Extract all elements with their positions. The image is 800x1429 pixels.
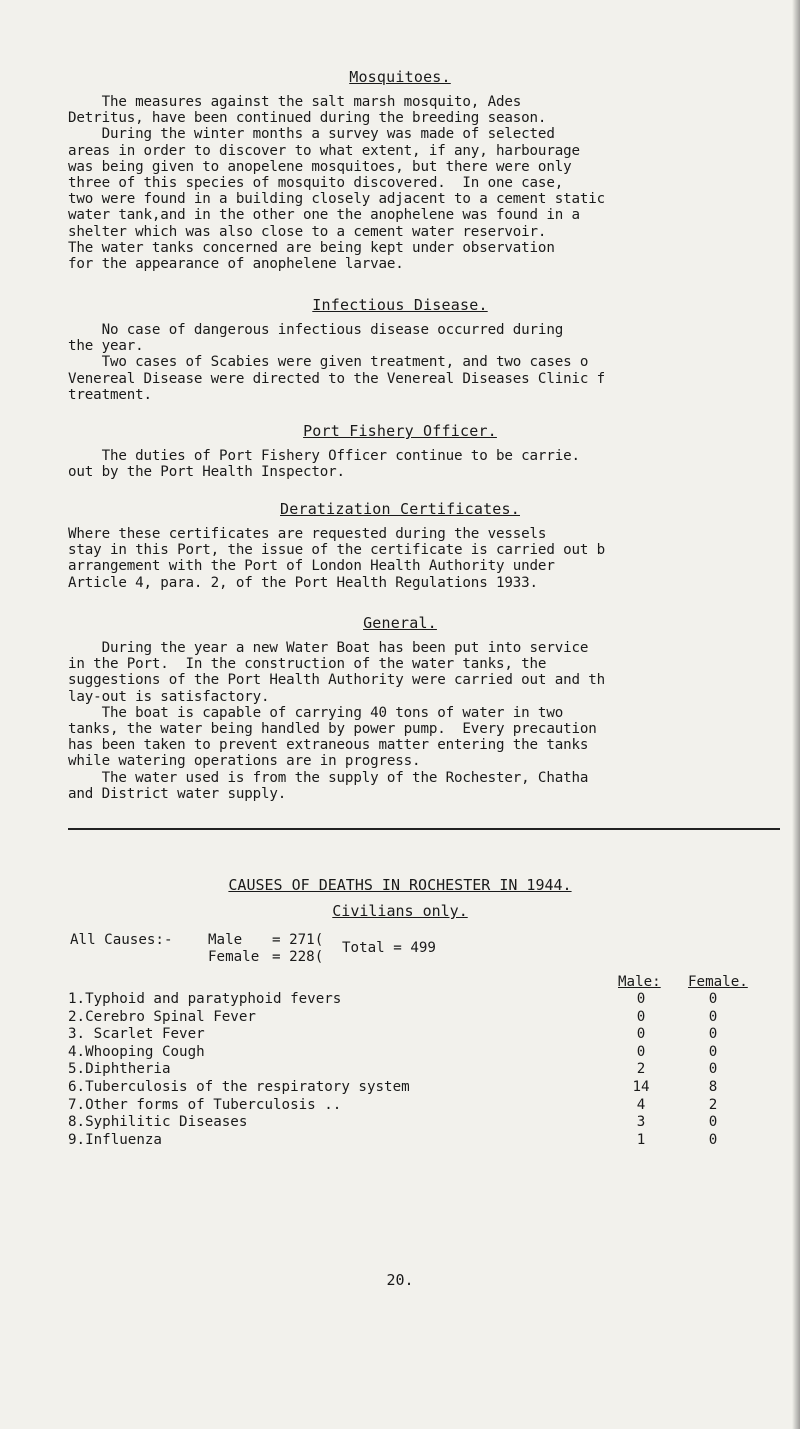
text-line: arrangement with the Port of London Health Authority under: [68, 558, 555, 575]
text-line: The water used is from the supply of the Rochester, Chatha: [68, 769, 589, 786]
text-line: lay-out is satisfactory.: [68, 688, 270, 705]
text-line: out by the Port Health Inspector.: [68, 464, 345, 481]
text-line: and District water supply.: [68, 785, 287, 802]
cause-cell: 2.Cerebro Spinal Fever: [68, 1008, 256, 1025]
text-line: stay in this Port, the issue of the certificate is carried out b: [68, 542, 606, 559]
female-count-cell: 0: [708, 1061, 718, 1078]
male-count-cell: 0: [636, 1008, 646, 1025]
table-row: [68, 1079, 758, 1096]
male-count-cell: 1: [636, 1131, 646, 1148]
cause-cell: 3. Scarlet Fever: [68, 1026, 205, 1043]
text-line: the year.: [68, 338, 144, 355]
table-row: [68, 1009, 758, 1026]
cause-cell: 5.Diphtheria: [68, 1061, 171, 1078]
text-line: was being given to anopelene mosquitoes, but there were only: [68, 158, 572, 175]
paragraph-deratization-certificates: [68, 526, 796, 591]
table-row: [68, 991, 758, 1008]
text-line: shelter which was also close to a cement water reservoir.: [68, 223, 547, 240]
text-line: During the winter months a survey was made of selected: [68, 126, 555, 143]
male-total-label: Male: [208, 932, 243, 948]
paragraph-general: [68, 640, 796, 802]
text-line: Two cases of Scabies were given treatment, and two cases o: [68, 354, 589, 371]
column-header-female: Female.: [688, 974, 748, 990]
cause-cell: 9.Influenza: [68, 1131, 162, 1148]
text-line: During the year a new Water Boat has been put into service: [68, 640, 589, 656]
female-count-cell: 0: [708, 1131, 718, 1148]
text-line: areas in order to discover to what extent, if any, harbourage: [68, 142, 580, 159]
cause-cell: 1.Typhoid and paratyphoid fevers: [68, 991, 342, 1007]
text-line: The duties of Port Fishery Officer continue to be carrie.: [68, 448, 580, 464]
cause-cell: 4.Whooping Cough: [68, 1043, 205, 1060]
cause-cell: 8.Syphilitic Diseases: [68, 1114, 248, 1131]
page-edge-shadow: [792, 0, 800, 1429]
cause-cell: 6.Tuberculosis of the respiratory system: [68, 1079, 410, 1095]
male-count-cell: 4: [636, 1096, 646, 1113]
female-count-cell: 0: [708, 1114, 718, 1131]
paragraph-port-fishery-officer: [68, 448, 796, 480]
text-line: while watering operations are in progress.: [68, 753, 421, 770]
male-count-cell: 0: [636, 991, 646, 1007]
page-number: 20.: [386, 1271, 414, 1289]
male-count-cell: 14: [632, 1079, 650, 1095]
table-row: [68, 1097, 758, 1114]
heading-general: General.: [363, 614, 437, 632]
table-row: [68, 1114, 758, 1131]
female-count-cell: 0: [708, 1008, 718, 1025]
female-count-cell: 0: [708, 1043, 718, 1060]
male-count-cell: 0: [636, 1043, 646, 1060]
column-header-male: Male:: [618, 974, 661, 990]
text-line: Article 4, para. 2, of the Port Health Regulations 1933.: [68, 574, 538, 591]
table-row: [68, 1044, 758, 1061]
text-line: two were found in a building closely adjacent to a cement static: [68, 191, 606, 208]
male-count-cell: 2: [636, 1061, 646, 1078]
female-count-cell: 8: [708, 1079, 718, 1095]
heading-mosquitoes: Mosquitoes.: [349, 68, 451, 86]
text-line: The boat is capable of carrying 40 tons of water in two: [68, 704, 564, 721]
text-line: suggestions of the Port Health Authority were carried out and th: [68, 672, 606, 689]
paragraph-infectious-disease: [68, 322, 796, 403]
table-row: [68, 1026, 758, 1043]
text-line: tanks, the water being handled by power pump. Every precaution: [68, 721, 597, 738]
female-total-value: = 228(: [272, 949, 324, 965]
male-count-cell: 3: [636, 1114, 646, 1131]
text-line: for the appearance of anophelene larvae.: [68, 256, 404, 273]
heading-port-fishery-officer: Port Fishery Officer.: [303, 422, 497, 440]
female-count-cell: 0: [708, 991, 718, 1007]
table-row: [68, 1132, 758, 1149]
text-line: Venereal Disease were directed to the Venereal Diseases Clinic f: [68, 370, 606, 387]
text-line: Detritus, have been continued during the breeding season.: [68, 110, 547, 127]
female-total-label: Female: [208, 949, 260, 965]
all-causes-label: All Causes:-: [70, 932, 173, 948]
text-line: treatment.: [68, 386, 152, 403]
text-line: three of this species of mosquito discovered. In one case,: [68, 175, 564, 192]
table-subtitle: Civilians only.: [332, 902, 468, 920]
cause-cell: 7.Other forms of Tuberculosis ..: [68, 1096, 342, 1113]
heading-deratization-certificates: Deratization Certificates.: [280, 500, 520, 518]
female-count-cell: 2: [708, 1096, 718, 1113]
section-divider: [68, 828, 780, 830]
text-line: No case of dangerous infectious disease occurred during: [68, 322, 564, 338]
text-line: The measures against the salt marsh mosquito, Ades: [68, 94, 522, 110]
female-count-cell: 0: [708, 1026, 718, 1043]
text-line: The water tanks concerned are being kept under observation: [68, 239, 555, 256]
male-total-value: = 271(: [272, 932, 324, 948]
heading-infectious-disease: Infectious Disease.: [312, 296, 488, 314]
table-title: CAUSES OF DEATHS IN ROCHESTER IN 1944.: [228, 876, 572, 894]
text-line: has been taken to prevent extraneous matter entering the tanks: [68, 737, 589, 754]
text-line: in the Port. In the construction of the water tanks, the: [68, 656, 547, 673]
grand-total: Total = 499: [342, 940, 436, 956]
paragraph-mosquitoes: [68, 94, 796, 272]
table-row: [68, 1061, 758, 1078]
male-count-cell: 0: [636, 1026, 646, 1043]
text-line: Where these certificates are requested during the vessels: [68, 526, 547, 542]
text-line: water tank,and in the other one the anophelene was found in a: [68, 207, 580, 224]
